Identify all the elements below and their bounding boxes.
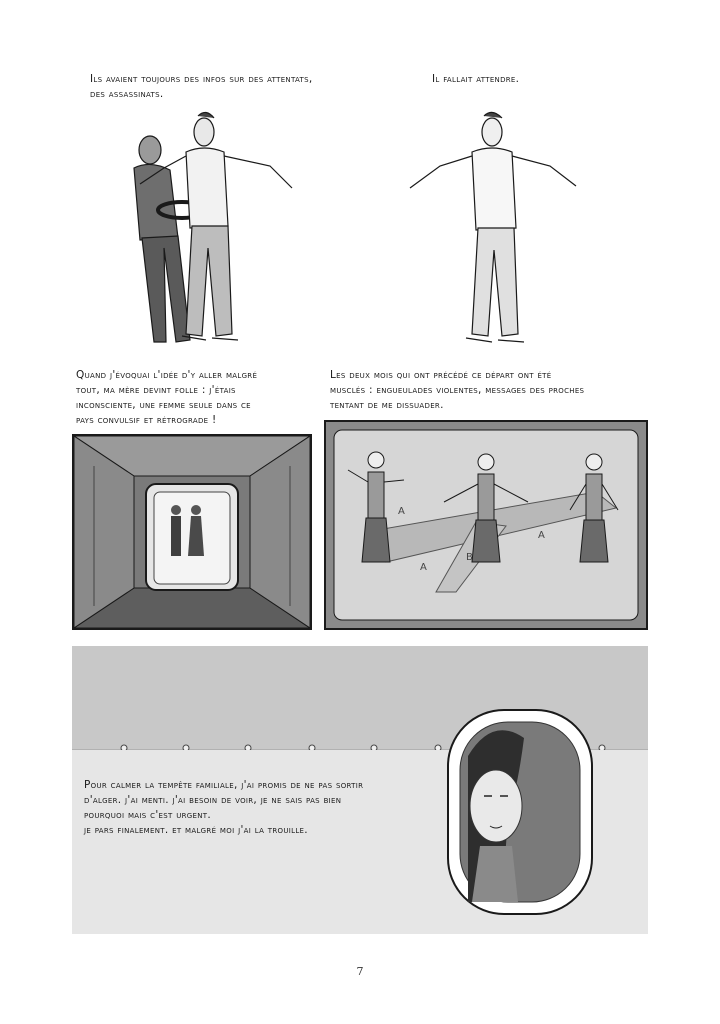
safety-card-drawing <box>326 422 646 628</box>
caption-line: tentant de me dissuader. <box>330 399 444 411</box>
panel-4-caption <box>330 368 584 413</box>
panel-3-aircraft-door <box>72 434 312 630</box>
card-label-a1: A <box>398 506 405 517</box>
caption-line: je pars finalement. et malgré moi j'ai la trouille. <box>84 824 308 836</box>
caption-line: pays convulsif et rétrograde ! <box>76 414 217 426</box>
caption-line: inconsciente, une femme seule dans ce <box>76 399 251 411</box>
card-label-a3: A <box>538 530 545 541</box>
caption-line: Il fallait attendre. <box>432 73 520 85</box>
panel-5-caption <box>84 778 363 838</box>
panel-3-caption <box>76 368 257 428</box>
caption-line: tout, ma mère devint folle : j'étais <box>76 384 236 396</box>
panel-1-illustration-woman-and-searching-man <box>120 108 310 348</box>
card-label-a2: A <box>420 562 427 573</box>
caption-line: Pour calmer la tempête familiale, j'ai promis de ne pas sortir <box>84 779 364 791</box>
caption-line: Les deux mois qui ont précédé ce départ ont été <box>330 369 552 381</box>
caption-line: Ils avaient toujours des infos sur des attentats, <box>90 73 313 85</box>
panel-1-caption <box>90 72 313 102</box>
panel-2-caption <box>432 72 519 87</box>
caption-line: des assassinats. <box>90 88 164 100</box>
caption-line: Quand j'évoquai l'idée d'y aller malgré <box>76 369 258 381</box>
page-number: 7 <box>356 965 364 978</box>
caption-line: pourquoi mais c'est urgent. <box>84 809 211 821</box>
aircraft-door-drawing <box>74 436 310 628</box>
caption-line: d'alger. j'ai menti. j'ai besoin de voir, je ne sais pas bien <box>84 794 342 806</box>
panel-4-safety-card <box>324 420 648 630</box>
card-label-b: B <box>466 552 473 563</box>
caption-line: musclés : engueulades violentes, messages des proches <box>330 384 585 396</box>
panel-2-illustration-woman-waiting <box>400 108 590 348</box>
